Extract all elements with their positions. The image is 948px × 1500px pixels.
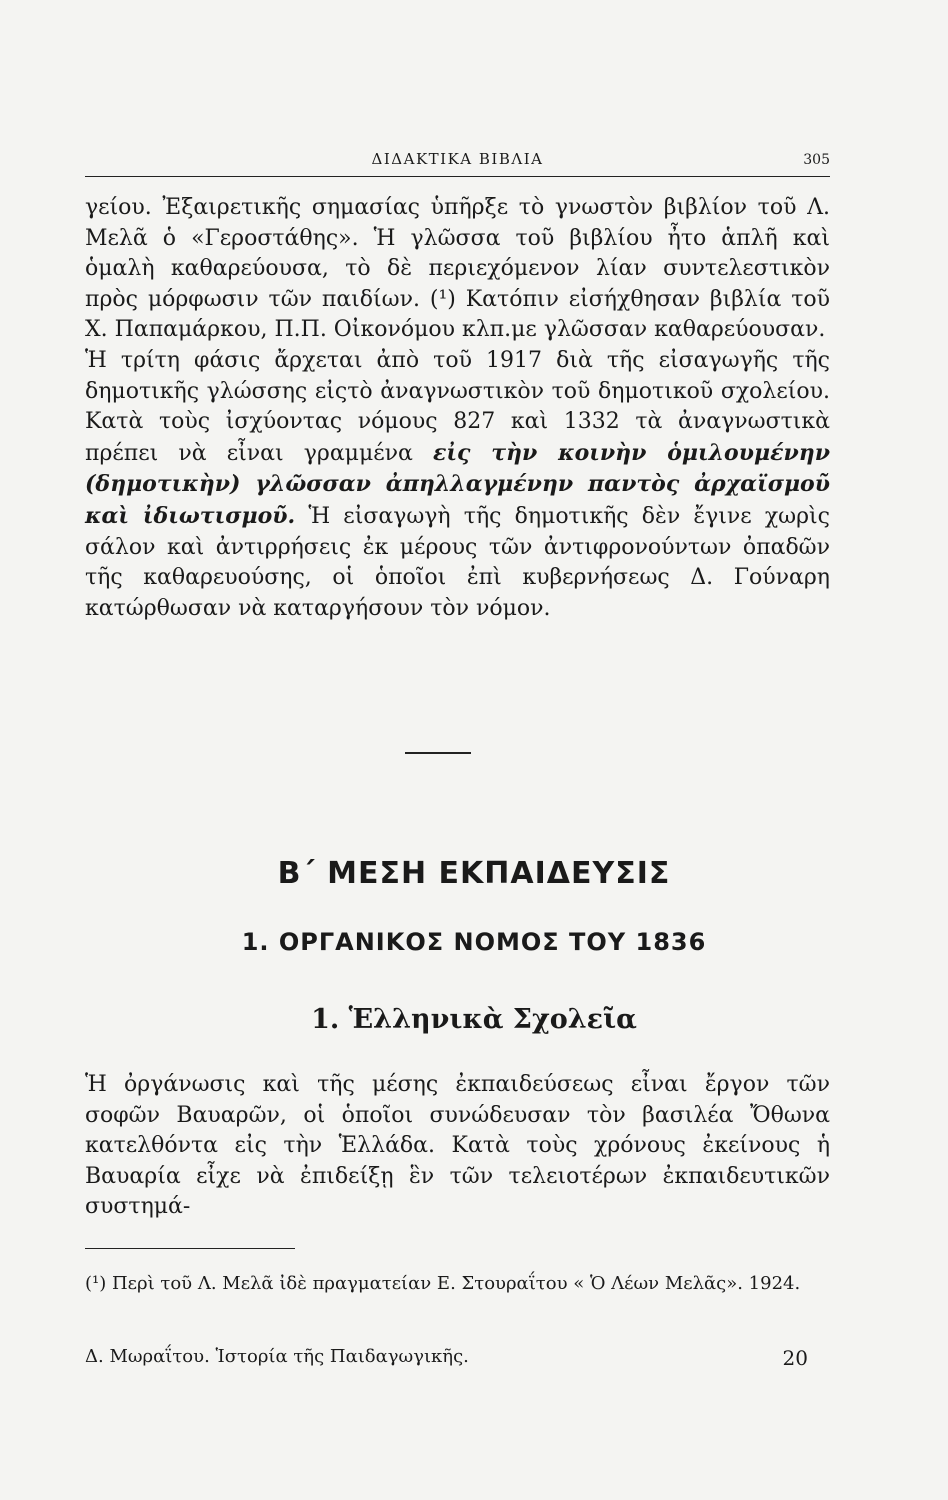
subsection-heading: 1. ΟΡΓΑΝΙΚΟΣ ΝΟΜΟΣ ΤΟΥ 1836 (241, 928, 707, 956)
paragraph-2-start: Ἡ τρίτη φάσις ἄρχεται ἀπὸ τοῦ 1917 διὰ τῆς εἰσαγωγῆς τῆς δημοτικῆς γλώσσης εἰςτὸ ἀναγνωστικὸν τοῦ δημοτικοῦ σχολείου. Κατὰ τοὺς ἰσχύοντας νόμους 827 καὶ 1332 τὰ ἀναγνωστικὰ πρέπει νὰ εἶναι γραμμένα (85, 347, 830, 466)
footer-source: Δ. Μωραΐτου. Ἱστορία τῆς Παιδαγωγικῆς. (85, 1346, 469, 1367)
paragraph-1-rest: Κατόπιν εἰσήχθησαν βιβλία τοῦ Χ. Παπαμάρκου, Π.Π. Οἰκονόμου κλπ.με γλῶσσαν καθαρεύουσαν. (85, 286, 830, 343)
paragraph-2-emphasis: εἰς τὴν κοινὴν ὁμιλουμένην (δημοτικὴν) γλῶσσαν ἀπηλλαγμένην παντὸς ἀρχαϊσμοῦ καὶ ἰδιωτισμοῦ. (85, 439, 830, 529)
paragraph-1-text: γείου. Ἐξαιρετικῆς σημασίας ὑπῆρξε τὸ γνωστὸν βιβλίον τοῦ Λ. Μελᾶ ὁ «Γεροστάθης». Ἡ γλῶσσα τοῦ βιβλίου ἦτο ἁπλῆ καὶ ὁμαλὴ καθαρεύουσα, τὸ δὲ περιεχόμενον λίαν συντελεστικὸν πρὸς μόρφωσιν τῶν παιδίων. (85, 195, 830, 312)
text-block-lower (85, 1070, 830, 1223)
section-divider (405, 752, 471, 754)
text-block-upper (85, 193, 830, 624)
section-heading: Β΄ ΜΕΣΗ ΕΚΠΑΙΔΕΥΣΙΣ (277, 856, 671, 891)
paragraph-2 (85, 346, 830, 624)
subsubsection-heading: 1. Ἑλληνικὰ Σχολεῖα (311, 1004, 637, 1035)
footnote-mark: (¹) (85, 1273, 107, 1294)
paragraph-2-end: Ἡ εἰσαγωγὴ τῆς δημοτικῆς δὲν ἔγινε χωρὶς σάλον καὶ ἀντιρρήσεις ἐκ μέρους τῶν ἀντιφρονούντων ὀπαδῶν τῆς καθαρευούσης, οἱ ὁποῖοι ἐπὶ κυβερνήσεως Δ. Γούναρη κατώρθωσαν νὰ καταργήσουν τὸν νόμον. (85, 503, 830, 621)
footnote-rule (85, 1248, 295, 1249)
signature-number: 20 (782, 1346, 808, 1370)
running-header (85, 150, 830, 177)
page-footer (85, 1346, 830, 1370)
paragraph-3: Ἡ ὀργάνωσις καὶ τῆς μέσης ἐκπαιδεύσεως εἶναι ἔργον τῶν σοφῶν Βαυαρῶν, οἱ ὁποῖοι συνώδευσαν τὸν βασιλέα Ὄθωνα κατελθόντα εἰς τὴν Ἑλλάδα. Κατὰ τοὺς χρόνους ἐκείνους ἡ Βαυαρία εἶχε νὰ ἐπιδείξῃ ἓν τῶν τελειοτέρων ἐκπαιδευτικῶν συστημά- (85, 1072, 830, 1220)
paragraph-1 (85, 193, 830, 346)
footnote-text: Περὶ τοῦ Λ. Μελᾶ ἰδὲ πραγματείαν Ε. Στουραΐτου « Ὁ Λέων Μελᾶς». 1924. (106, 1273, 801, 1294)
footnote-marker: (¹) (429, 286, 456, 312)
page-number: 305 (803, 152, 830, 168)
footnote (85, 1270, 830, 1297)
running-title: ΔΙΔΑΚΤΙΚΑ ΒΙΒΛΙΑ (371, 150, 544, 168)
